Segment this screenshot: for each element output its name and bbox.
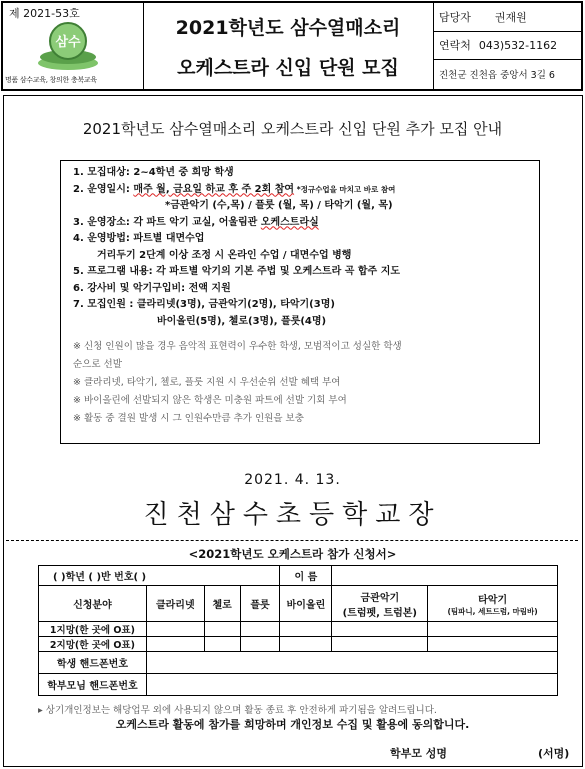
choice2-cell[interactable]: [428, 637, 558, 652]
col-clarinet: 클라리넷: [146, 586, 204, 622]
manager-row: [433, 3, 583, 32]
choice2-cell[interactable]: [240, 637, 280, 652]
item-target: 1. 모집대상: 2~4학년 중 희망 학생: [73, 167, 234, 178]
name-label: 이 름: [280, 566, 332, 586]
contact-row: [433, 32, 583, 61]
consent-statement: 오케스트라 활동에 참가를 희망하며 개인정보 수집 및 활용에 동의합니다.: [115, 718, 470, 731]
issue-date: 2021. 4. 13.: [244, 472, 341, 488]
choice1-cell[interactable]: [204, 622, 240, 637]
address: 진천군 진천읍 중앙서 3길 6: [439, 70, 555, 82]
col-percussion-sub: (팀파니, 세트드럼, 마림바): [447, 606, 538, 616]
student-phone-field[interactable]: [146, 652, 557, 674]
parent-name-label: 학부모 성명: [390, 747, 447, 760]
student-info-row: [39, 566, 558, 586]
logo-text: 삼수: [55, 35, 81, 50]
choice1-cell[interactable]: [240, 622, 280, 637]
choice2-cell[interactable]: [146, 637, 204, 652]
col-percussion: [428, 586, 558, 622]
contact-phone: 043)532-1162: [478, 38, 558, 52]
name-field[interactable]: [332, 566, 558, 586]
choice2-cell[interactable]: [280, 637, 332, 652]
application-form: [38, 565, 558, 696]
item-place-label: 3. 운영장소: 각 파트 악기 교실, 어울림관: [73, 216, 261, 228]
privacy-notice: ▸ 상기개인정보는 해당업무 외에 사용되지 않으며 활동 종료 후 안전하게 파기됨을 알려드립니다.: [38, 705, 437, 716]
choice1-cell[interactable]: [428, 622, 558, 637]
field-label: 신청분야: [39, 586, 147, 622]
document-header: [1, 1, 583, 91]
choice2-row: [39, 637, 558, 652]
col-cello: 첼로: [204, 586, 240, 622]
note-2: ※ 클라리넷, 타악기, 첼로, 플룻 지원 시 우선순위 선발 혜택 부여: [73, 377, 341, 388]
notice-box: [60, 160, 540, 444]
note-3: ※ 바이올린에 선발되지 않은 학생은 미충원 파트에 선발 기회 부여: [73, 395, 347, 406]
doc-number: 제 2021-53호: [9, 7, 80, 20]
choice2-cell[interactable]: [332, 637, 428, 652]
header-title-line2: 오케스트라 신입 단원 모집: [177, 57, 399, 79]
parent-phone-field[interactable]: [146, 674, 557, 696]
note-1-cont: 순으로 선발: [73, 359, 122, 370]
parent-phone-row: [39, 674, 558, 696]
note-1: ※ 신청 인원이 많을 경우 음악적 표현력이 우수한 학생, 모범적이고 성실한 학생: [73, 341, 402, 352]
manager-name: 권재원: [494, 10, 527, 24]
col-brass-label: 금관악기: [360, 592, 400, 604]
item-place: [73, 215, 539, 232]
school-logo-icon: [33, 19, 103, 71]
cut-line: [6, 540, 578, 541]
item-place-room: 오케스트라실: [260, 216, 319, 228]
note-4: ※ 활동 중 결원 발생 시 그 인원수만큼 추가 인원을 보충: [73, 413, 304, 424]
col-percussion-label: 타악기: [478, 594, 508, 606]
item-quota-detail: 바이올린(5명), 첼로(3명), 플룻(4명): [157, 315, 327, 327]
address-row: [433, 60, 583, 89]
contact-info: [433, 3, 583, 89]
parent-phone-label: 학부모님 핸드폰번호: [39, 674, 147, 696]
item-method-detail: 거리두기 2단계 이상 조정 시 온라인 수업 / 대면수업 병행: [97, 249, 352, 261]
item-quota: 7. 모집인원 : 클라리넷(3명), 금관악기(2명), 타악기(3명): [73, 299, 335, 310]
student-phone-label: 학생 핸드폰번호: [39, 652, 147, 674]
item-schedule-note: *정규수업을 마치고 바로 참여: [294, 184, 396, 194]
contact-label: 연락처: [439, 39, 471, 53]
item-schedule-label: 2. 운영일시:: [73, 183, 134, 195]
choice1-cell[interactable]: [280, 622, 332, 637]
choice1-cell[interactable]: [146, 622, 204, 637]
col-brass: [332, 586, 428, 622]
item-method: 4. 운영방법: 파트별 대면수업: [73, 233, 205, 244]
logo-area: [3, 3, 144, 89]
school-name: 진천삼수초등학교장: [143, 500, 442, 530]
choice1-cell[interactable]: [332, 622, 428, 637]
grade-class-number-field[interactable]: ( )학년 ( )반 번호( ): [39, 566, 280, 586]
item-program: 5. 프로그램 내용: 각 파트별 악기의 기본 주법 및 오케스트라 곡 합주 지도: [73, 266, 401, 277]
item-cost: 6. 강사비 및 악기구입비: 전액 지원: [73, 282, 231, 294]
title-area: [143, 3, 434, 89]
form-title: <2021학년도 오케스트라 참가 신청서>: [188, 547, 397, 561]
student-phone-row: [39, 652, 558, 674]
signature-mark[interactable]: (서명): [538, 747, 570, 760]
choice1-label: 1지망(한 곳에 O표): [39, 622, 147, 637]
main-title: 2021학년도 삼수열매소리 오케스트라 신입 단원 추가 모집 안내: [82, 120, 503, 138]
col-flute: 플룻: [240, 586, 280, 622]
col-violin: 바이올린: [280, 586, 332, 622]
field-header-row: [39, 586, 558, 622]
choice1-row: [39, 622, 558, 637]
col-brass-sub: (트럼펫, 트럼본): [342, 607, 418, 619]
slogan: 명품 삼수교육, 창의한 충북교육: [5, 76, 97, 84]
item-schedule: [73, 182, 539, 199]
choice2-cell[interactable]: [204, 637, 240, 652]
item-schedule-days: 매주 월, 금요일 하교 후 주 2회 참여: [133, 183, 295, 195]
item-schedule-detail: *금관악기 (수,목) / 플룻 (월, 목) / 타악기 (월, 목): [165, 200, 393, 211]
manager-label: 담당자: [439, 10, 471, 24]
header-title-line1: 2021학년도 삼수열매소리: [175, 17, 401, 39]
notes: [73, 338, 539, 428]
choice2-label: 2지망(한 곳에 O표): [39, 637, 147, 652]
